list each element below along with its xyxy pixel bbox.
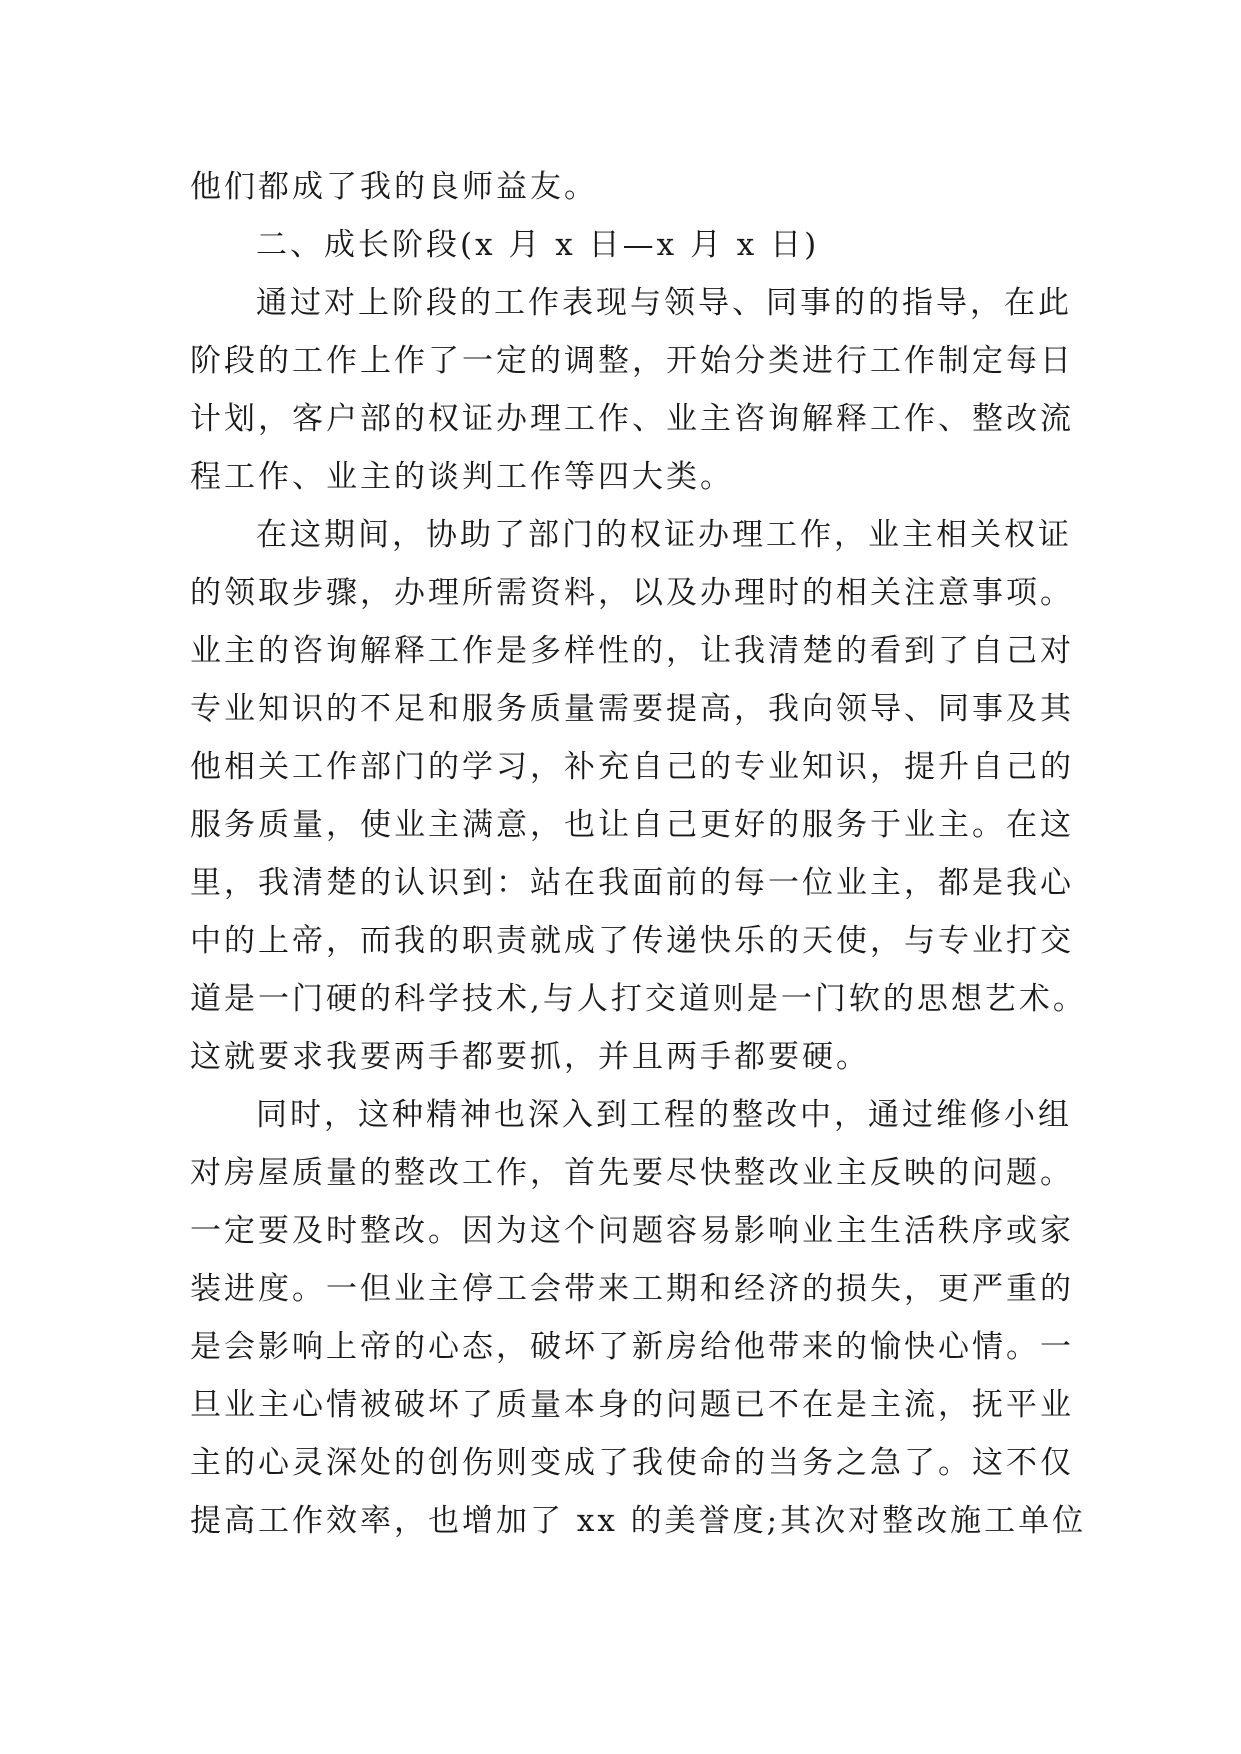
text-line: 他相关工作部门的学习，补充自己的专业知识，提升自己的 — [190, 749, 1074, 785]
text-line: 通过对上阶段的工作表现与领导、同事的的指导，在此 — [256, 285, 1072, 321]
text-line: 阶段的工作上作了一定的调整，开始分类进行工作制定每日 — [190, 343, 1074, 379]
text-line: 一定要及时整改。因为这个问题容易影响业主生活秩序或家 — [190, 1213, 1074, 1249]
text-line: 业主的咨询解释工作是多样性的，让我清楚的看到了自己对 — [190, 633, 1074, 669]
text-line: 中的上帝，而我的职责就成了传递快乐的天使，与专业打交 — [190, 923, 1074, 959]
body-text — [190, 158, 1087, 1550]
text-line: 是会影响上帝的心态，破坏了新房给他带来的愉快心情。一 — [190, 1329, 1074, 1365]
text-line: 计划，客户部的权证办理工作、业主咨询解释工作、整改流 — [190, 401, 1074, 437]
text-line: 道是一门硬的科学技术,与人打交道则是一门软的思想艺术。 — [190, 981, 1087, 1017]
text-line: 旦业主心情被破坏了质量本身的问题已不在是主流，抚平业 — [190, 1387, 1074, 1423]
text-line: 装进度。一但业主停工会带来工期和经济的损失，更严重的 — [190, 1271, 1074, 1307]
text-line: 这就要求我要两手都要抓，并且两手都要硬。 — [190, 1039, 870, 1075]
section-heading: 二、成长阶段(x 月 x 日—x 月 x 日) — [256, 227, 820, 263]
text-line: 服务质量，使业主满意，也让自己更好的服务于业主。在这 — [190, 807, 1074, 843]
text-line: 专业知识的不足和服务质量需要提高，我向领导、同事及其 — [190, 691, 1074, 727]
text-line: 程工作、业主的谈判工作等四大类。 — [190, 459, 734, 495]
text-line: 在这期间，协助了部门的权证办理工作，业主相关权证 — [256, 517, 1072, 553]
text-line: 他们都成了我的良师益友。 — [190, 169, 598, 205]
text-line: 对房屋质量的整改工作，首先要尽快整改业主反映的问题。 — [190, 1155, 1074, 1191]
text-line: 提高工作效率，也增加了 xx 的美誉度;其次对整改施工单位 — [190, 1503, 1087, 1539]
text-line: 的领取步骤，办理所需资料，以及办理时的相关注意事项。 — [190, 575, 1074, 611]
text-line: 主的心灵深处的创伤则变成了我使命的当务之急了。这不仅 — [190, 1445, 1074, 1481]
text-line: 同时，这种精神也深入到工程的整改中，通过维修小组 — [256, 1097, 1072, 1133]
text-line: 里，我清楚的认识到：站在我面前的每一位业主，都是我心 — [190, 865, 1074, 901]
